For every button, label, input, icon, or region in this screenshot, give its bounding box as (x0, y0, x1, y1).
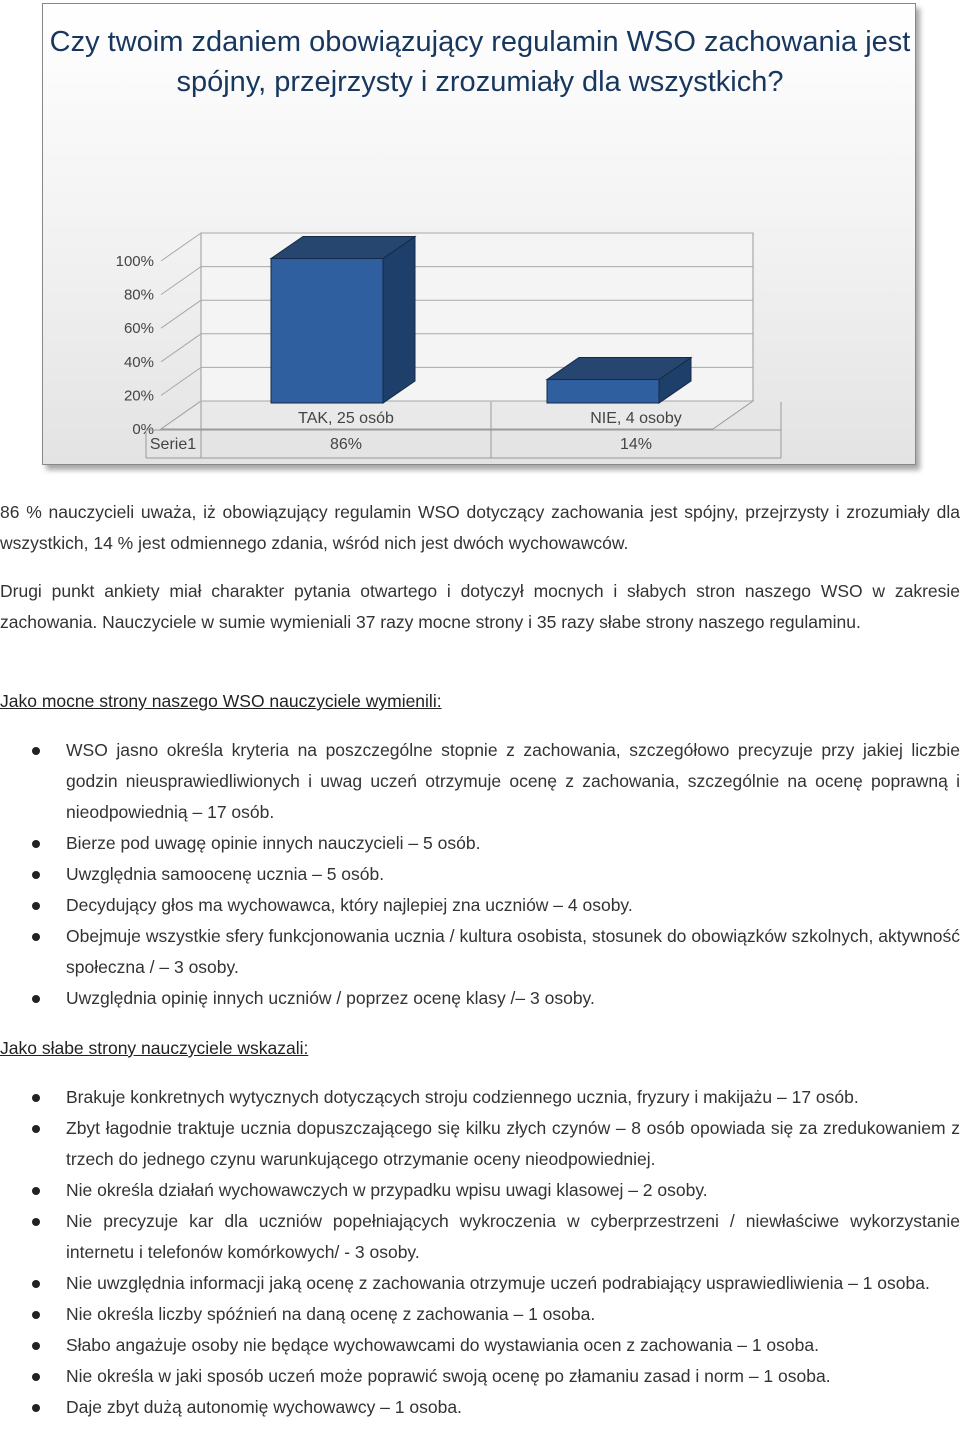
data-label: 14% (619, 436, 653, 453)
gridline-depth (161, 334, 201, 362)
y-tick-label: 60% (123, 320, 154, 338)
y-tick-label: 100% (115, 253, 154, 270)
list-item: Obejmuje wszystkie sfery funkcjonowania ucznia / kultura osobista, stosunek do obowiązków szkolnych, aktywność społeczna / – 3 osoby. (0, 921, 960, 983)
list-item: Nie określa liczby spóźnień na daną ocenę z zachowania – 1 osoba. (0, 1299, 960, 1330)
strong-points-list (0, 735, 960, 1014)
gridline-depth (161, 367, 201, 395)
y-tick-label: 20% (123, 387, 154, 405)
gridline-depth (161, 267, 201, 295)
data-label: 86% (329, 436, 363, 453)
list-item: Nie określa działań wychowawczych w przypadku wpisu uwagi klasowej – 2 osoby. (0, 1175, 960, 1206)
list-item: Zbyt łagodnie traktuje ucznia dopuszczającego się kilku złych czynów – 8 osób opowiada się za zredukowaniem z trzech do jednego czynu warunkującego otrzymanie oceny nieodpowiedniej. (0, 1113, 960, 1175)
weak-points-heading: Jako słabe strony nauczyciele wskazali: (0, 1038, 309, 1058)
list-item: Uwzględnia samoocenę ucznia – 5 osób. (0, 859, 960, 890)
chart-svg (43, 4, 917, 466)
bar-side (383, 237, 415, 403)
list-item: WSO jasno określa kryteria na poszczególne stopnie z zachowania, szczegółowo precyzuje przy jakiej liczbie godzin nieusprawiedliwionych i uwag uczeń otrzymuje ocenę z zachowania, szczególnie na ocenę poprawną i nieodpowiednią – 17 osób. (0, 735, 960, 828)
list-item: Nie uwzględnia informacji jaką ocenę z zachowania otrzymuje uczeń podrabiający usprawiedliwienia – 1 osoba. (0, 1268, 960, 1299)
list-item: Uwzględnia opinię innych uczniów / poprzez ocenę klasy /– 3 osoby. (0, 983, 960, 1014)
bar (271, 259, 383, 403)
y-tick-label: 40% (123, 353, 154, 371)
strong-points-heading: Jako mocne strony naszego WSO nauczyciele wymienili: (0, 691, 442, 711)
list-item: Nie precyzuje kar dla uczniów popełniających wykroczenia w cyberprzestrzeni / niewłaściwe wykorzystanie internetu i telefonów komórkowych/ - 3 osoby. (0, 1206, 960, 1268)
chart-title: Czy twoim zdaniem obowiązujący regulamin WSO zachowania jest spójny, przejrzysty i zrozumiały dla wszystkich? (49, 26, 911, 98)
list-item: Nie określa w jaki sposób uczeń może poprawić swoją ocenę po złamaniu zasad i norm – 1 osoba. (0, 1361, 960, 1392)
gridline-depth (161, 233, 201, 261)
y-tick-label: 0% (132, 421, 154, 438)
list-item: Brakuje konkretnych wytycznych dotyczących stroju codziennego ucznia, fryzury i makijażu – 17 osób. (0, 1082, 960, 1113)
gridline-depth (161, 300, 201, 328)
series-name: Serie1 (149, 436, 197, 453)
chart-frame (42, 3, 916, 465)
paragraph-summary: 86 % nauczycieli uważa, iż obowiązujący regulamin WSO dotyczący zachowania jest spójny, przejrzysty i zrozumiały dla wszystkich, 14 % jest odmiennego zdania, wśród nich jest dwóch wychowawców. (0, 502, 960, 553)
y-tick-label: 80% (123, 286, 154, 304)
list-item: Bierze pod uwagę opinie innych nauczycieli – 5 osób. (0, 828, 960, 859)
paragraph-survey-intro: Drugi punkt ankiety miał charakter pytania otwartego i dotyczył mocnych i słabych stron naszego WSO w zakresie zachowania. Nauczyciele w sumie wymieniali 37 razy mocne strony i 35 razy słabe strony naszego regulaminu. (0, 581, 960, 632)
list-item: Decydujący głos ma wychowawca, który najlepiej zna uczniów – 4 osoby. (0, 890, 960, 921)
category-label: NIE, 4 osoby (590, 410, 682, 427)
category-label: TAK, 25 osób (298, 410, 394, 427)
weak-points-list (0, 1082, 960, 1423)
list-item: Daje zbyt dużą autonomię wychowawcy – 1 osoba. (0, 1392, 960, 1423)
list-item: Słabo angażuje osoby nie będące wychowawcami do wystawiania ocen z zachowania – 1 osoba. (0, 1330, 960, 1361)
bar (547, 379, 659, 403)
